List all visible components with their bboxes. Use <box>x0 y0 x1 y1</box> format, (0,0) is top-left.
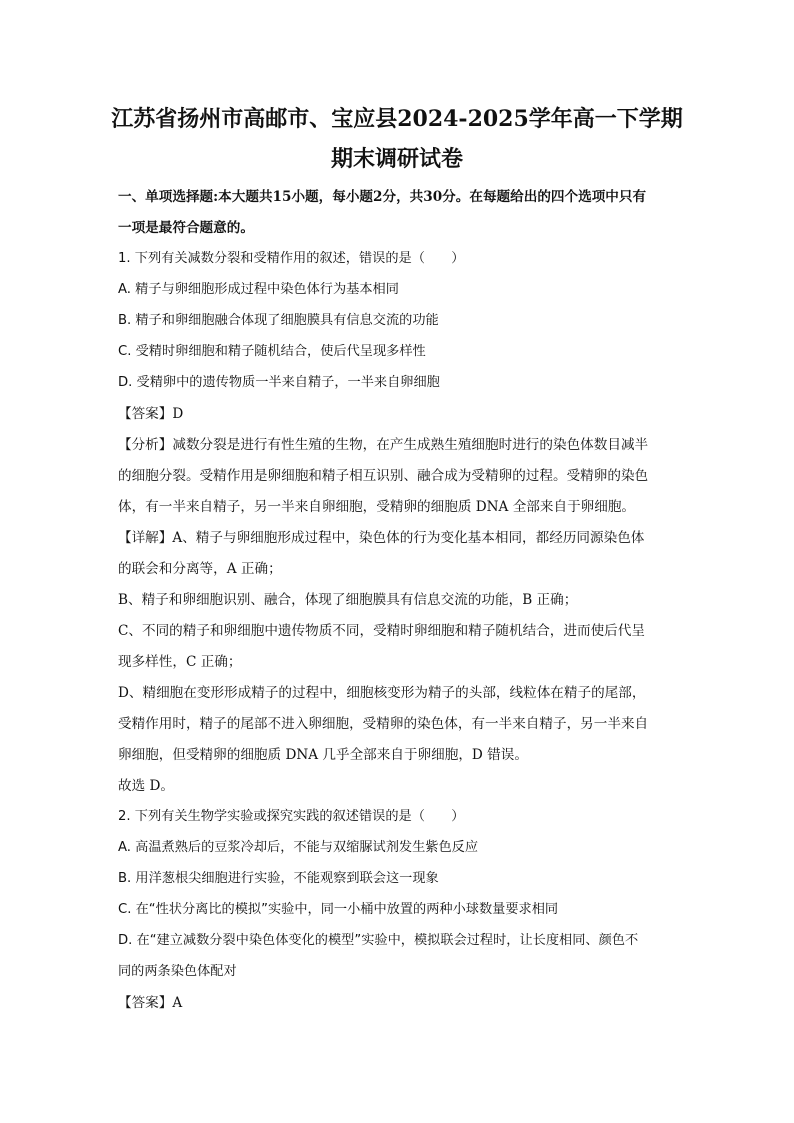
question-2-stem: 2. 下列有关生物学实验或探究实践的叙述错误的是（ ） <box>118 809 465 824</box>
question-1-analysis-line-1: 【分析】减数分裂是进行有性生殖的生物，在产生成熟生殖细胞时进行的染色体数目减半 <box>118 437 649 453</box>
section-heading-line-2: 一项是最符合题意的。 <box>118 220 254 236</box>
question-2-option-c: C. 在“性状分离比的模拟”实验中，同一小桶中放置的两种小球数量要求相同 <box>118 902 559 917</box>
question-2-option-a: A. 高温煮熟后的豆浆冷却后，不能与双缩脲试剂发生紫色反应 <box>118 840 479 855</box>
question-1-option-a: A. 精子与卵细胞形成过程中染色体行为基本相同 <box>118 282 399 297</box>
question-1-detail-line-1: 【详解】A、精子与卵细胞形成过程中，染色体的行为变化基本相同，都经历同源染色体 <box>118 530 645 546</box>
question-1-detail-line-7: 受精作用时，精子的尾部不进入卵细胞，受精卵的染色体，有一半来自精子，另一半来自 <box>118 716 649 732</box>
question-2-option-d-line-1: D. 在“建立减数分裂中染色体变化的模型”实验中，模拟联会过程时，让长度相同、颜色不 <box>118 933 639 948</box>
question-1-detail-line-8: 卵细胞，但受精卵的细胞质 DNA 几乎全部来自于卵细胞，D 错误。 <box>118 747 528 763</box>
question-2-answer: 【答案】A <box>118 995 183 1011</box>
question-1-detail-line-3: B、精子和卵细胞识别、融合，体现了细胞膜具有信息交流的功能，B 正确； <box>118 592 578 608</box>
question-1-answer: 【答案】D <box>118 406 184 422</box>
question-1-stem: 1. 下列有关减数分裂和受精作用的叙述，错误的是（ ） <box>118 251 465 266</box>
question-2-option-b: B. 用洋葱根尖细胞进行实验，不能观察到联会这一现象 <box>118 871 439 886</box>
question-1-detail-line-4: C、不同的精子和卵细胞中遗传物质不同，受精时卵细胞和精子随机结合，进而使后代呈 <box>118 623 645 639</box>
question-1-detail-line-2: 的联会和分离等，A 正确； <box>118 561 282 577</box>
question-1-analysis-line-3: 体，有一半来自精子，另一半来自卵细胞，受精卵的细胞质 DNA 全部来自于卵细胞。 <box>118 499 636 515</box>
question-1-detail-line-5: 现多样性，C 正确； <box>118 654 242 670</box>
question-2-option-d-line-2: 同的两条染色体配对 <box>118 964 237 979</box>
question-1-conclusion: 故选 D。 <box>118 778 175 794</box>
question-1-detail-line-6: D、精细胞在变形形成精子的过程中，细胞核变形为精子的头部，线粒体在精子的尾部， <box>118 685 646 701</box>
question-1-option-d: D. 受精卵中的遗传物质一半来自精子，一半来自卵细胞 <box>118 375 440 390</box>
document-title-line-2: 期末调研试卷 <box>330 146 463 172</box>
document-title-line-1: 江苏省扬州市高邮市、宝应县2024-2025学年高一下学期 <box>111 106 683 132</box>
question-1-option-b: B. 精子和卵细胞融合体现了细胞膜具有信息交流的功能 <box>118 313 439 328</box>
question-1-analysis-line-2: 的细胞分裂。受精作用是卵细胞和精子相互识别、融合成为受精卵的过程。受精卵的染色 <box>118 468 649 484</box>
section-heading-line-1: 一、单项选择题:本大题共15小题，每小题2分，共30分。在每题给出的四个选项中只有 <box>118 189 647 205</box>
question-1-option-c: C. 受精时卵细胞和精子随机结合，使后代呈现多样性 <box>118 344 426 359</box>
